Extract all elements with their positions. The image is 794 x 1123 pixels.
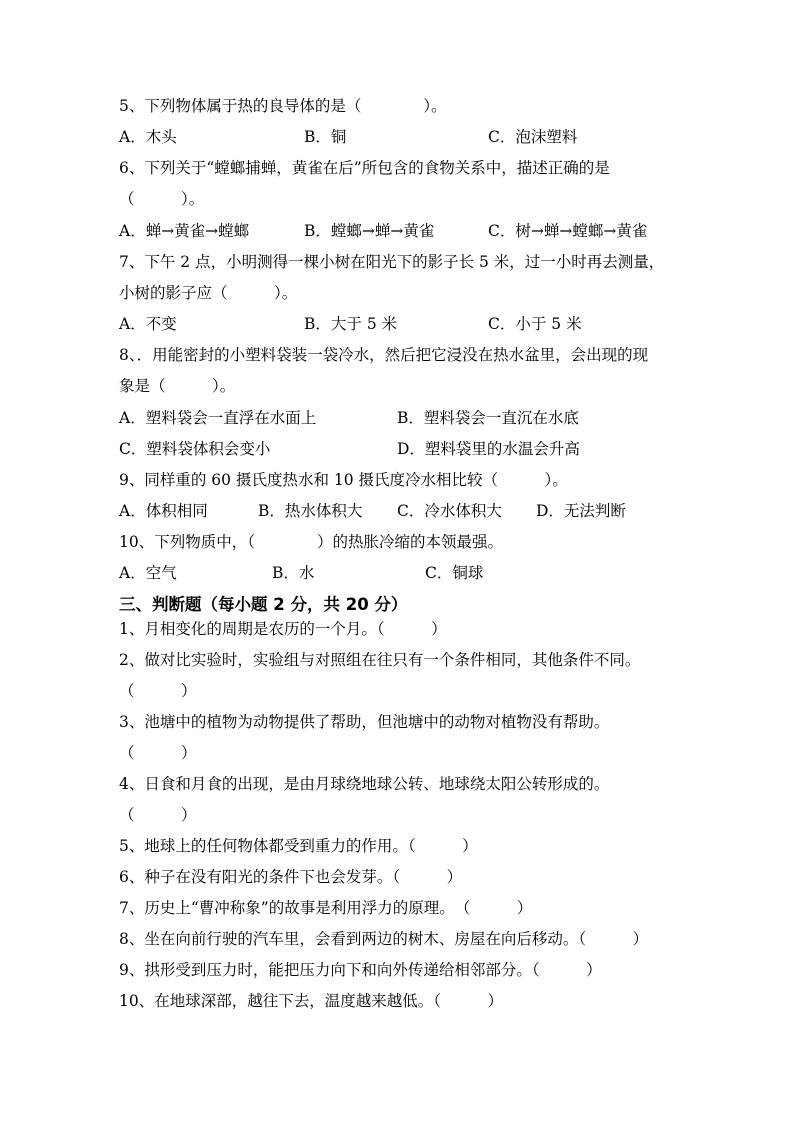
question-6-stem: 6、下列关于“螳螂捕蝉，黄雀在后”所包含的食物关系中，描述正确的是 bbox=[119, 159, 610, 177]
question-7-option-c: C．小于 5 米 bbox=[488, 315, 582, 333]
question-8-stem: 8、．用能密封的小塑料袋装一袋冷水，然后把它浸没在热水盆里，会出现的现 bbox=[119, 346, 649, 364]
question-7-option-a: A．不变 bbox=[119, 315, 177, 333]
question-5-option-b: B．铜 bbox=[304, 128, 347, 146]
question-6-option-a: A．蝉→黄雀→螳螂 bbox=[119, 222, 250, 240]
question-7-stem-continued: 小树的影子应（ ）。 bbox=[119, 284, 298, 302]
question-8-stem-continued: 象是（ ）。 bbox=[119, 377, 236, 395]
question-6-option-b: B．螳螂→蝉→黄雀 bbox=[304, 222, 435, 240]
question-8-option-a: A．塑料袋会一直浮在水面上 bbox=[119, 409, 317, 427]
question-6-option-c: C．树→蝉→螳螂→黄雀 bbox=[488, 222, 648, 240]
question-9-option-b: B．热水体积大 bbox=[258, 502, 363, 520]
judge-item-7: 7、历史上“曹冲称象”的故事是利用浮力的原理。 （ ） bbox=[119, 899, 533, 917]
judge-item-3-continued: （ ） bbox=[119, 744, 197, 762]
question-10-option-a: A．空气 bbox=[119, 564, 177, 582]
question-10-stem: 10、下列物质中，（ ）的热胀冷缩的本领最强。 bbox=[119, 533, 503, 551]
section-3-title: 三、判断题（每小题 2 分，共 20 分） bbox=[119, 595, 408, 614]
judge-item-9: 9、拱形受到压力时，能把压力向下和向外传递给相邻部分。（ ） bbox=[119, 961, 602, 979]
question-10-option-b: B．水 bbox=[272, 564, 315, 582]
question-8-option-c: C．塑料袋体积会变小 bbox=[119, 440, 271, 458]
question-8-option-b: B．塑料袋会一直沉在水底 bbox=[397, 409, 579, 427]
question-7-stem: 7、下午 2 点，小明测得一棵小树在阳光下的影子长 5 米，过一小时再去测量， bbox=[119, 253, 665, 271]
question-10-option-c: C．铜球 bbox=[425, 564, 484, 582]
judge-item-1: 1、月相变化的周期是农历的一个月。（ ） bbox=[119, 620, 447, 638]
judge-item-4: 4、日食和月食的出现，是由月球绕地球公转、地球绕太阳公转形成的。 bbox=[119, 775, 610, 793]
question-7-option-b: B．大于 5 米 bbox=[304, 315, 398, 333]
question-5-option-a: A．木头 bbox=[119, 128, 177, 146]
judge-item-2: 2、做对比实验时，实验组与对照组在往只有一个条件相同，其他条件不同。 bbox=[119, 651, 641, 669]
question-5-stem: 5、下列物体属于热的良导体的是（ ）。 bbox=[119, 97, 447, 115]
judge-item-4-continued: （ ） bbox=[119, 806, 197, 824]
question-9-option-a: A．体积相同 bbox=[119, 502, 208, 520]
judge-item-8: 8、坐在向前行驶的汽车里，会看到两边的树木、房屋在向后移动。（ ） bbox=[119, 930, 649, 948]
question-9-stem: 9、同样重的 60 摄氏度热水和 10 摄氏度冷水相比较（ ）。 bbox=[119, 471, 568, 489]
judge-item-6: 6、种子在没有阳光的条件下也会发芽。（ ） bbox=[119, 868, 463, 886]
judge-item-5: 5、地球上的任何物体都受到重力的作用。（ ） bbox=[119, 837, 478, 855]
judge-item-2-continued: （ ） bbox=[119, 682, 197, 700]
question-8-option-d: D．塑料袋里的水温会升高 bbox=[397, 440, 580, 458]
judge-item-10: 10、在地球深部，越往下去，温度越来越低。（ ） bbox=[119, 992, 503, 1010]
question-5-option-c: C．泡沫塑料 bbox=[488, 128, 578, 146]
question-9-option-d: D．无法判断 bbox=[536, 502, 626, 520]
question-6-stem-continued: （ ）。 bbox=[119, 190, 205, 208]
question-9-option-c: C．冷水体积大 bbox=[397, 502, 502, 520]
judge-item-3: 3、池塘中的植物为动物提供了帮助，但池塘中的动物对植物没有帮助。 bbox=[119, 713, 610, 731]
